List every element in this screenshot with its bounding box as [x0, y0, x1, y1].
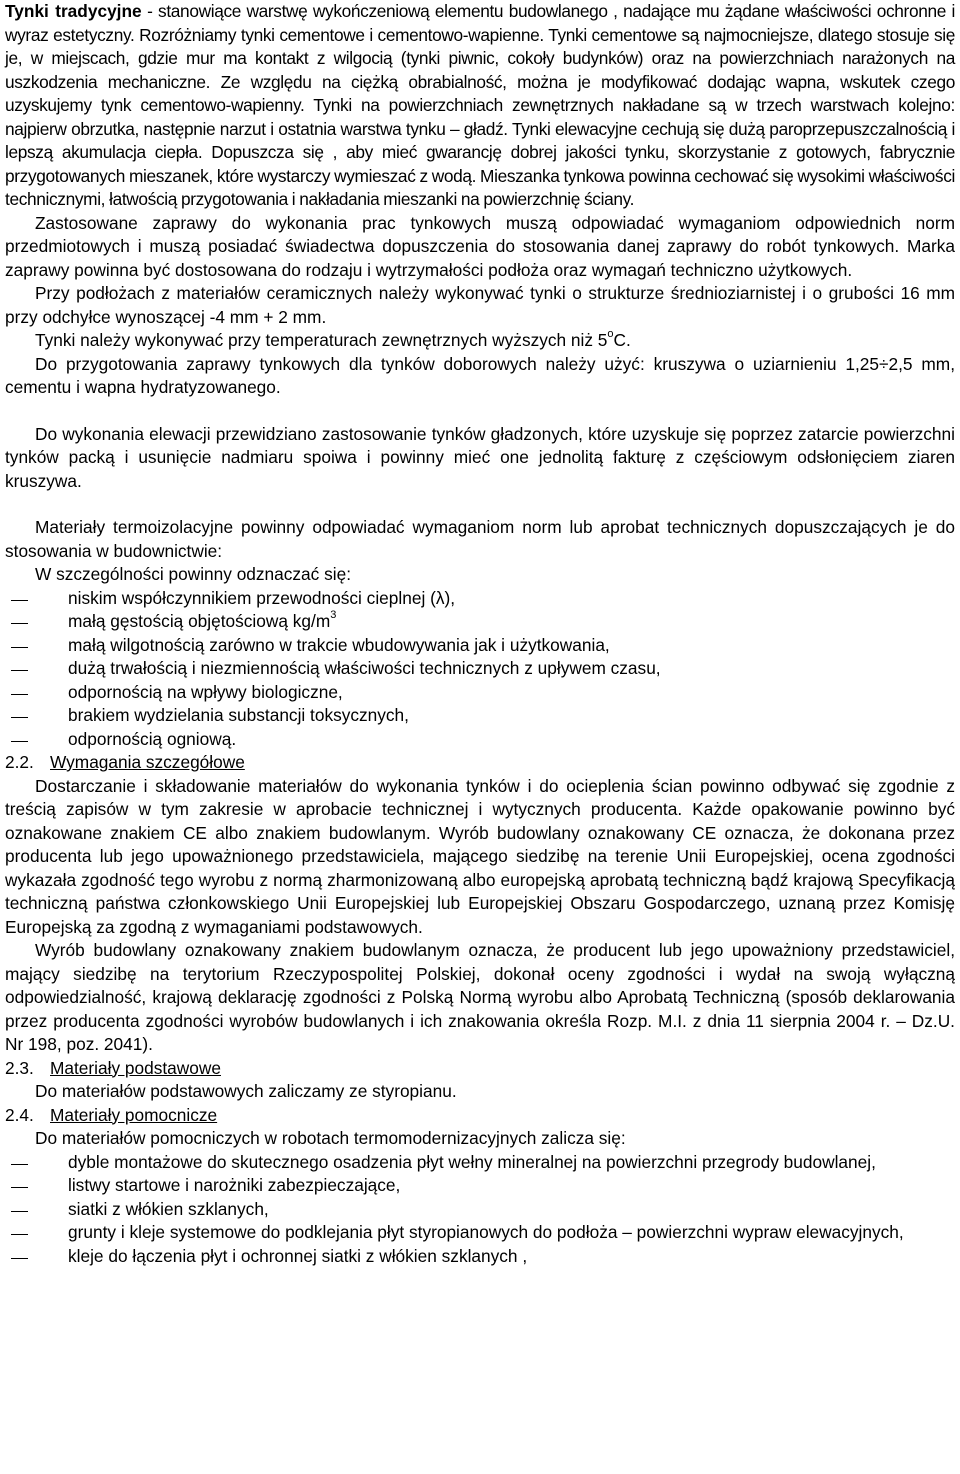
list-item: grunty i kleje systemowe do podklejania płyt styropianowych do podłoża – powierzchni wypraw elewacyjnych, [5, 1221, 955, 1245]
list-item: małą wilgotnością zarówno w trakcie wbudowywania jak i użytkowania, [5, 634, 955, 658]
section-title: Materiały pomocnicze [50, 1104, 218, 1125]
spacer [5, 400, 955, 423]
list-item: siatki z włókien szklanych, [5, 1198, 955, 1222]
list-item: kleje do łączenia płyt i ochronnej siatki z włókien szklanych , [5, 1245, 955, 1269]
degree-sup: o [607, 328, 614, 341]
termo-paragraph: Materiały termoizolacyjne powinny odpowiadać wymaganiom norm lub aprobat technicznych dopuszczających je do stosowania w budownictwie: [5, 517, 955, 561]
section-title: Materiały podstawowe [50, 1057, 221, 1078]
termo-list [5, 587, 955, 752]
list-item: brakiem wydzielania substancji toksycznych, [5, 704, 955, 728]
temperatura-paragraph [5, 329, 955, 353]
intro-bold-text: Tynki elewacyjne cechują się dużą paroprzepuszczalnością i lepszą akumulacja ciepła. Dopuszcza się , aby mieć gwarancję dobrej jakości tynku, skorzystanie z gotowych, fabrycznie przygotowanych mieszanek, które wystarczy wymieszać z wodą. Mieszanka tynkowa powinna cechować się wysokimi właściwości technicznymi, łatwością przygotowania i nakładania mieszanki na powierzchnię ściany. [5, 118, 955, 209]
pomocnicze-list [5, 1151, 955, 1269]
section-2-2-paragraph-2: Wyrób budowlany oznakowany znakiem budowlanym oznacza, że producent lub jego upoważniony przedstawiciel, mający siedzibę na terytorium Rzeczypospolitej Polskiej, dokonał oceny zgodności i wydał na swoją wyłączną odpowiedzialność, krajową deklarację zgodności z Polską Normą wyrobu albo Aprobatą Techniczną (sposób deklarowania przez producenta zgodności wyrobów budowlanych i ich znakowania określa Rozp. M.I. z dnia 11 sierpnia 2004 r. – Dz.U. Nr 198, poz. 2041). [5, 940, 955, 1054]
section-number: 2.2. [5, 752, 34, 772]
zaprawy-paragraph: Zastosowane zaprawy do wykonania prac tynkowych muszą odpowiadać wymaganiom odpowiednich norm przedmiotowych i muszą posiadać świadectwa dopuszczenia do stosowania danej zaprawy do robót tynkowych. Marka zaprawy powinna być dostosowana do rodzaju i wytrzymałości podłoża oraz wymagań techniczno użytkowych. [5, 212, 955, 280]
temperatura-text: Tynki należy wykonywać przy temperaturach zewnętrznych wyższych niż 5 [35, 330, 608, 350]
section-number: 2.3. [5, 1057, 34, 1078]
spacer [5, 493, 955, 516]
termo-intro: W szczególności powinny odznaczać się: [35, 564, 352, 584]
temperatura-unit: C. [613, 330, 631, 350]
section-2-2-paragraph-1: Dostarczanie i składowanie materiałów do wykonania tynków i do ocieplenia ścian powinno odbywać się zgodnie z treścią zapisów w tym zakresie w aprobacie technicznej i wytycznych producenta. Każde opakowanie powinno być oznakowane znakiem CE albo znakiem budowlanym. Wyrób budowlany oznakowany CE oznacza, że dokonana przez producenta lub jego upoważnionego przedstawiciela, mającego siedzibę na terenie Unii Europejskiej, ocena zgodności wykazała zgodność tego wyrobu z normą zharmonizowaną albo europejską aprobatą techniczną bądź krajową Specyfikacją techniczną państwa członkowskiego Unii Europejskiej lub Europejskiej Obszaru Gospodarczego, uznaną przez Komisję Europejską za zgodną z wymaganiami podstawowych. [5, 775, 955, 937]
list-item: dyble montażowe do skutecznego osadzenia płyt wełny mineralnej na powierzchni przegrody budowlanej, [5, 1151, 955, 1175]
list-item: odpornością na wpływy biologiczne, [5, 681, 955, 705]
section-title: Wymagania szczegółowe [50, 752, 245, 772]
section-2-3-paragraph: Do materiałów podstawowych zaliczamy ze styropianu. [35, 1081, 457, 1101]
list-item: dużą trwałością i niezmiennością właściwości technicznych z upływem czasu, [5, 657, 955, 681]
przygotowanie-paragraph: Do przygotowania zaprawy tynkowych dla tynków doborowych należy użyć: kruszywa o uziarnieniu 1,25÷2,5 mm, cementu i wapna hydratyzowanego. [5, 353, 955, 397]
list-item: odpornością ogniową. [5, 728, 955, 752]
section-heading-2-3 [5, 1057, 955, 1081]
intro-paragraph [5, 0, 955, 212]
list-item-text: małą gęstością objętościową kg/m [68, 611, 331, 631]
cube-sup: 3 [330, 609, 337, 622]
list-item: listwy startowe i narożniki zabezpieczające, [5, 1174, 955, 1198]
list-item [5, 610, 955, 634]
section-number: 2.4. [5, 1104, 34, 1125]
podloza-paragraph: Przy podłożach z materiałów ceramicznych należy wykonywać tynki o strukturze średnioziarnistej i o grubości 16 mm przy odchyłce wynoszącej -4 mm + 2 mm. [5, 283, 955, 327]
intro-text: - stanowiące warstwę wykończeniową elementu budowlanego , nadające mu żądane właściwości ochronne i wyraz estetyczny. Rozróżniamy tynki cementowe i cementowo-wapienne. Tynki cementowe są najmocniejsze, dlatego stosuje się je, w miejscach, gdzie mur ma kontakt z wilgocią (tynki piwnic, cokoły budynków) oraz na powierzchniach narażonych na uszkodzenia mechaniczne. Ze względu na ciężką obrabialność, można je modyfikować dodając wapna, wskutek czego uzyskujemy tynk cementowo-wapienny. Tynki na powierzchniach zewnętrznych nakładane są w trzech warstwach kolejno: najpierw obrzutka, następnie narzut i ostatnia warstwa tynku – gładź. [5, 1, 955, 139]
elewacja-paragraph: Do wykonania elewacji przewidziano zastosowanie tynków gładzonych, które uzyskuje się poprzez zatarcie powierzchni tynków packą i usunięcie nadmiaru spoiwa i powinny mieć one jednolitą fakturę z częściowym odsłonięciem ziaren kruszywa. [5, 423, 955, 491]
intro-lead: Tynki tradycyjne [5, 1, 142, 21]
list-item: niskim współczynnikiem przewodności cieplnej (λ), [5, 587, 955, 611]
section-heading-2-2 [5, 751, 955, 775]
document-page [5, 0, 955, 1268]
section-heading-2-4 [5, 1104, 955, 1128]
section-2-4-paragraph: Do materiałów pomocniczych w robotach termomodernizacyjnych zalicza się: [35, 1128, 626, 1148]
